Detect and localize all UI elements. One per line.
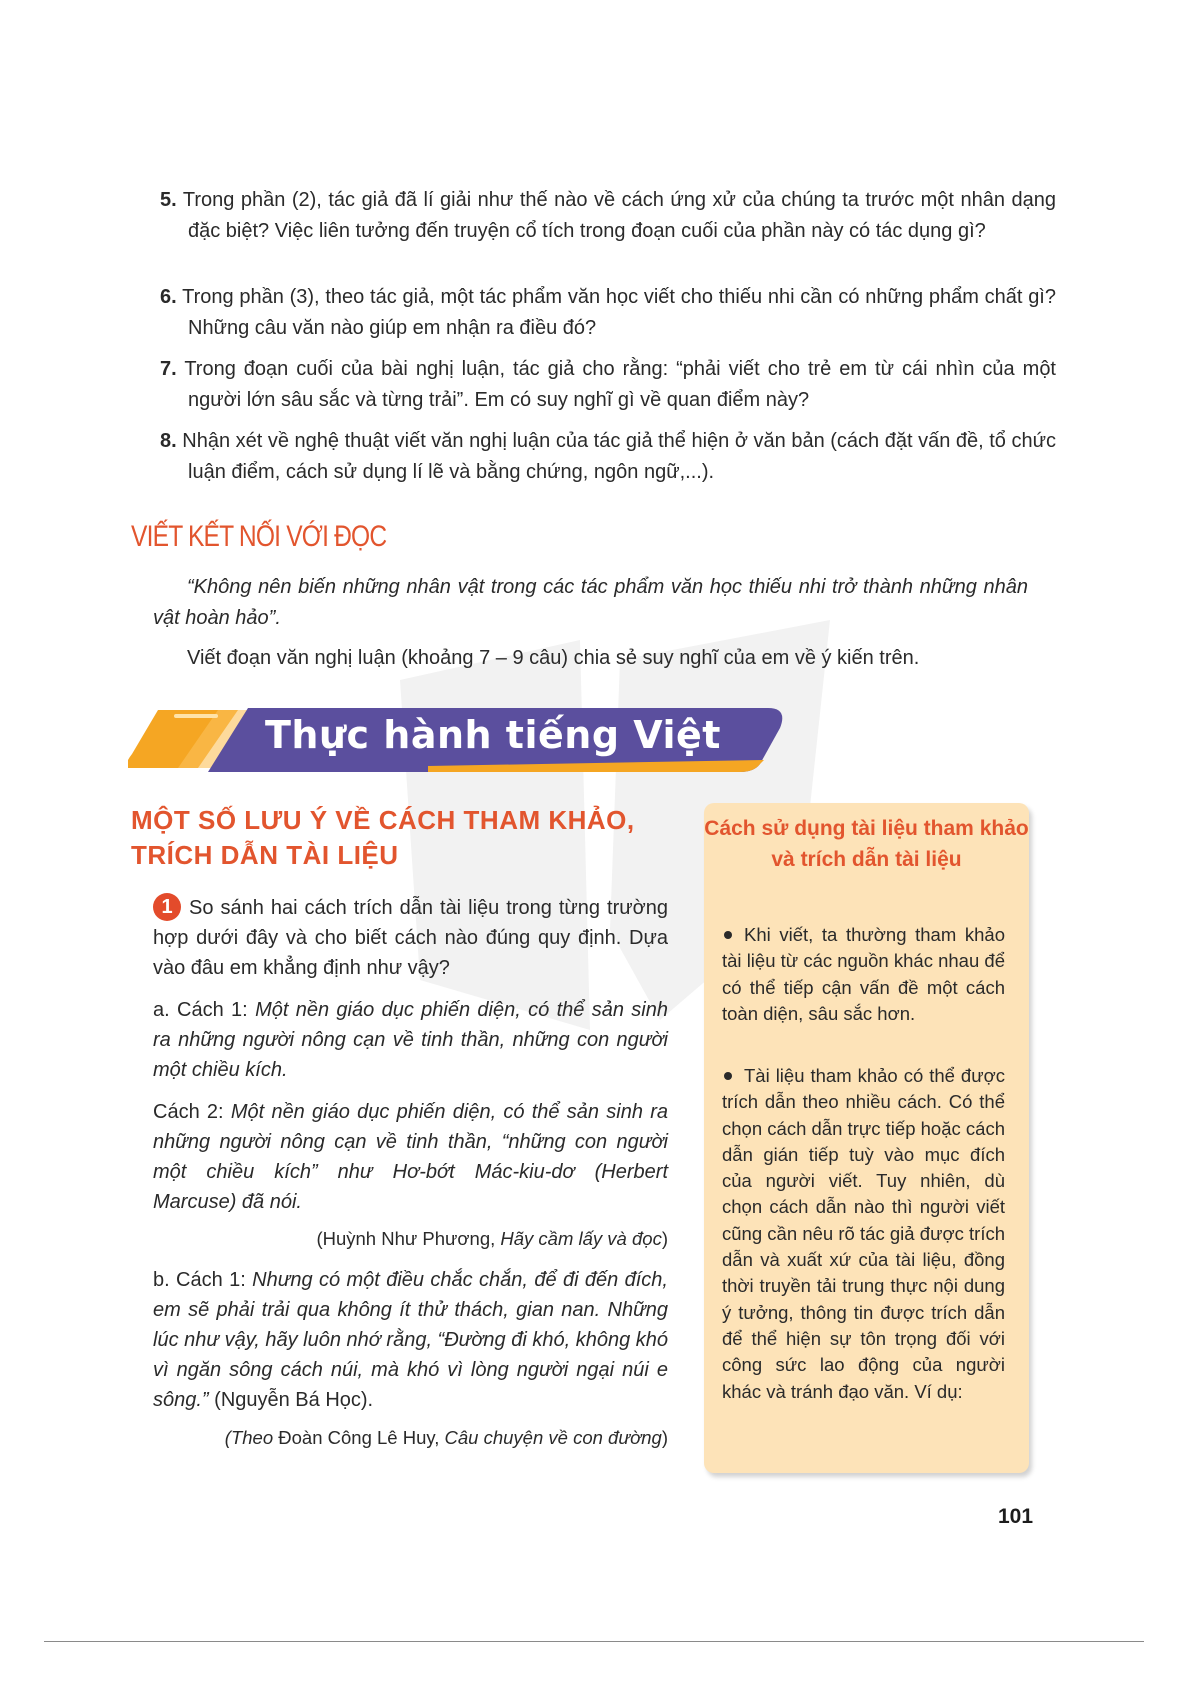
- exercise-1: 1 So sánh hai cách trích dẫn tài liệu trong từng trường hợp dưới đây và cho biết cách nào đúng quy định. Dựa vào đâu em khẳng định như vậy?: [153, 893, 668, 983]
- question-5: 5. Trong phần (2), tác giả đã lí giải như thế nào về cách ứng xử của chúng ta trước một nhân dạng đặc biệt? Việc liên tưởng đến truyện cổ tích trong đoạn cuối của phần này có tác dụng gì?: [160, 189, 1056, 242]
- case-a1: a. Cách 1: Một nền giáo dục phiến diện, có thể sản sinh ra những người nông cạn về tinh thần, những con người một chiều kích.: [153, 999, 668, 1081]
- source-a: (Huỳnh Như Phương, Hãy cầm lấy và đọc): [316, 1228, 668, 1249]
- practice-title: MỘT SỐ LƯU Ý VỀ CÁCH THAM KHẢO, TRÍCH DẪN TÀI LIỆU: [131, 805, 635, 870]
- tip-bullet-2: Tài liệu tham khảo có thể được trích dẫn theo nhiều cách. Có thể chọn cách dẫn trực tiếp hoặc cách dẫn gián tiếp tuỳ vào mục đích của người viết. Tuy nhiên, dù chọn cách dẫn nào thì người viết cũng cần nêu rõ tác giả được trích dẫn và xuất xứ của tài liệu, đồng thời truyền tải trung thực nội dung ý tưởng, thông tin được trích dẫn để thể hiện sự tôn trọng đối với công sức lao động của người khác và tránh đạo văn. Ví dụ:: [722, 1065, 1005, 1402]
- tip-bullet-1: Khi viết, ta thường tham khảo tài liệu từ các nguồn khác nhau để có thể tiếp cận vấn đề một cách toàn diện, sâu sắc hơn.: [722, 924, 1005, 1024]
- case-b1: b. Cách 1: Nhưng có một điều chắc chắn, để đi đến đích, em sẽ phải trải qua không ít thử thách, gian nan. Những lúc như vậy, hãy luôn nhớ rằng, “Đường đi khó, không khó vì ngăn sông cách núi, mà khó vì lòng người ngại núi e sông.” (Nguyễn Bá Học).: [153, 1269, 669, 1411]
- banner-title: Thực hành tiếng Việt: [265, 713, 721, 757]
- exercise-number-badge: 1: [153, 893, 181, 921]
- footer-divider: [44, 1641, 1144, 1642]
- writing-task: Viết đoạn văn nghị luận (khoảng 7 – 9 câu) chia sẻ suy nghĩ của em về ý kiến trên.: [187, 647, 920, 669]
- question-8: 8. Nhận xét về nghệ thuật viết văn nghị luận của tác giả thể hiện ở văn bản (cách đặt vấn đề, tổ chức luận điểm, cách sử dụng lí lẽ và bằng chứng, ngôn ngữ,...).: [160, 430, 1056, 483]
- tip-box-title: Cách sử dụng tài liệu tham khảo và trích dẫn tài liệu: [704, 817, 1029, 871]
- writing-quote: “Không nên biến những nhân vật trong các tác phẩm văn học thiếu nhi trở thành những nhân vật hoàn hảo”.: [153, 576, 1028, 629]
- case-a2: Cách 2: Một nền giáo dục phiến diện, có thể sản sinh ra những người nông cạn về tinh thần, “những con người một chiều kích” như Hơ-bớt Mác-kiu-dơ (Herbert Marcuse) đã nói.: [153, 1101, 668, 1213]
- question-7: 7. Trong đoạn cuối của bài nghị luận, tác giả cho rằng: “phải viết cho trẻ em từ cái nhìn của một người lớn sâu sắc và từng trải”. Em có suy nghĩ gì về quan điểm này?: [160, 358, 1056, 411]
- bullet-icon: [724, 931, 732, 939]
- bullet-icon: [724, 1072, 732, 1080]
- page-number: 101: [998, 1505, 1034, 1528]
- question-6: 6. Trong phần (3), theo tác giả, một tác phẩm văn học viết cho thiếu nhi cần có những phẩm chất gì? Những câu văn nào giúp em nhận ra điều đó?: [160, 286, 1056, 339]
- source-b: (Theo Đoàn Công Lê Huy, Câu chuyện về con đường): [224, 1427, 668, 1448]
- writing-heading: VIẾT KẾT NỐI VỚI ĐỌC: [131, 520, 387, 553]
